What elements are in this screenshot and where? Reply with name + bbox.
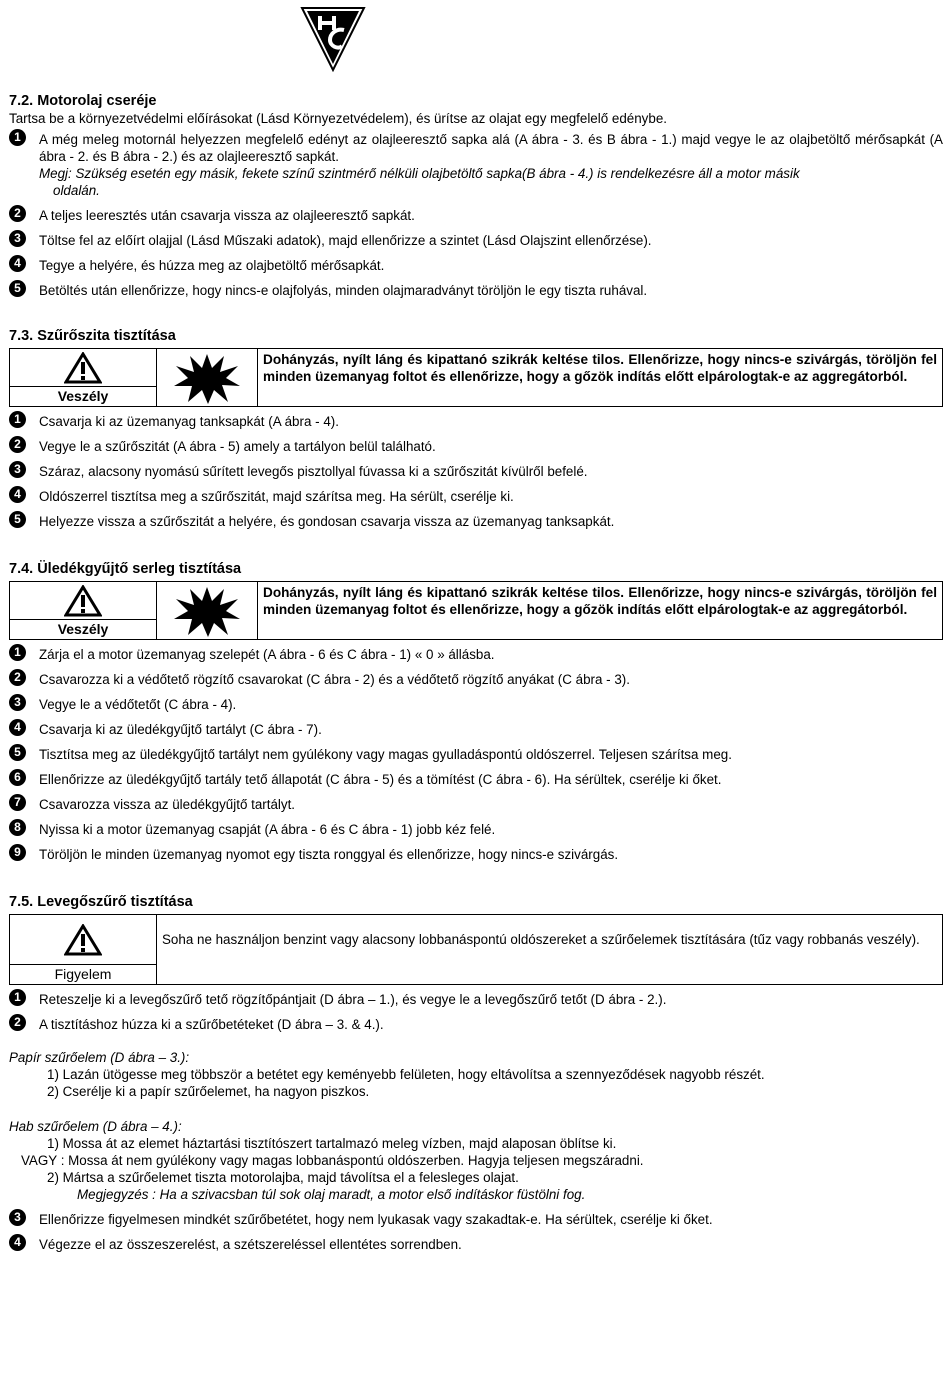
list-item: 2) Mártsa a szűrőelemet tiszta motorolajba, majd távolítsa el a felesleges olajat. — [47, 1170, 519, 1185]
step-3: 3 Töltse fel az előírt olajjal (Lásd Műszaki adatok), majd ellenőrizze a szintet (Lásd Olajszint ellenőrzése). — [9, 232, 943, 249]
step-number: 2 — [9, 205, 26, 222]
step-number: 1 — [9, 129, 26, 146]
foam-element-list — [9, 1135, 943, 1203]
list-item: 1) Mossa át az elemet háztartási tisztítószert tartalmazó meleg vízben, majd alaposan öblítse ki. — [47, 1136, 617, 1151]
warning-box — [9, 581, 943, 640]
step-2: 2 A tisztításhoz húzza ki a szűrőbetéteket (D ábra – 3. & 4.). — [9, 1016, 943, 1033]
company-logo-icon — [300, 6, 366, 72]
warning-label: Veszély — [10, 386, 156, 406]
step-6: 6 Ellenőrizze az üledékgyűjtő tartály tető állapotát (C ábra - 5) és a tömítést (C ábra - 6). Ha sérültek, cserélje ki őket. — [9, 771, 943, 788]
foam-element-title: Hab szűrőelem (D ábra – 4.): — [9, 1119, 182, 1134]
step-number: 5 — [9, 280, 26, 297]
step-number: 8 — [9, 819, 26, 836]
step-number: 1 — [9, 989, 26, 1006]
section-7-5 — [9, 893, 943, 1261]
section-title: 7.4. Üledékgyűjtő serleg tisztítása — [9, 561, 242, 577]
list-item: 1) Lazán ütögesse meg többször a betétet egy keményebb felületen, hogy eltávolítsa a szennyeződések nagyobb részét. — [47, 1067, 765, 1082]
step-2: 2 A teljes leeresztés után csavarja vissza az olajleeresztő sapkát. — [9, 207, 943, 224]
step-1: 1 A még meleg motornál helyezzen megfelelő edényt az olajleeresztő sapka alá (A ábra - 3. és B ábra - 1.) majd vegye le az olajbetöltő mérősapkát (A ábra - 2. és B ábra - 2.) és az olajleeresztő sapkát. — [9, 131, 943, 165]
warning-text: Dohányzás, nyílt láng és kipattanó szikrák keltése tilos. Ellenőrizze, hogy nincs-e szivárgás, töröljön fel minden üzemanyag foltot és ellenőrizze, hogy a gőzök indítás előtt elpárologtak-e az aggregátorból. — [263, 585, 937, 617]
step-1: 1 Zárja el a motor üzemanyag szelepét (A ábra - 6 és C ábra - 1) « 0 » állásba. — [9, 646, 943, 663]
step-9: 9 Töröljön le minden üzemanyag nyomot egy tiszta ronggyal és ellenőrizze, hogy nincs-e szivárgás. — [9, 846, 943, 863]
warning-label: Veszély — [10, 619, 156, 639]
warning-triangle-icon — [10, 349, 156, 386]
section-7-3 — [9, 327, 943, 538]
step-4: 4 Végezze el az összeszerelést, a szétszereléssel ellentétes sorrendben. — [9, 1236, 943, 1253]
step-4: 4 Tegye a helyére, és húzza meg az olajbetöltő mérősapkát. — [9, 257, 943, 274]
step-7: 7 Csavarozza vissza az üledékgyűjtő tartályt. — [9, 796, 943, 813]
caution-label: Figyelem — [10, 964, 156, 984]
warning-triangle-icon — [10, 915, 156, 964]
explosion-icon — [157, 349, 258, 406]
section-7-4 — [9, 560, 943, 871]
step-number: 7 — [9, 794, 26, 811]
paper-element-list — [9, 1066, 943, 1100]
step-number: 6 — [9, 769, 26, 786]
step-1: 1 Reteszelje ki a levegőszűrő tető rögzítőpántjait (D ábra – 1.), és vegye le a levegőszűrő tetőt (D ábra - 2.). — [9, 991, 943, 1008]
step-number: 4 — [9, 255, 26, 272]
step-number: 5 — [9, 511, 26, 528]
step-3: 3 Ellenőrizze figyelmesen mindkét szűrőbetétet, hogy nem lyukasak vagy szakadtak-e. Ha sérültek, cserélje ki őket. — [9, 1211, 943, 1228]
step-4: 4 Csavarja ki az üledékgyűjtő tartályt (C ábra - 7). — [9, 721, 943, 738]
step-2: 2 Csavarozza ki a védőtető rögzítő csavarokat (C ábra - 2) és a védőtető rögzítő anyákat (C ábra - 3). — [9, 671, 943, 688]
section-7-2 — [9, 92, 943, 307]
warning-text: Dohányzás, nyílt láng és kipattanó szikrák keltése tilos. Ellenőrizze, hogy nincs-e szivárgás, töröljön fel minden üzemanyag foltot és ellenőrizze, hogy a gőzök indítás előtt elpárologtak-e az aggregátorból. — [263, 352, 937, 384]
warning-box — [9, 348, 943, 407]
note-text-cont: oldalán. — [53, 183, 100, 198]
step-number: 3 — [9, 461, 26, 478]
step-number: 2 — [9, 1014, 26, 1031]
section-title: 7.5. Levegőszűrő tisztítása — [9, 894, 193, 910]
list-item-or: VAGY : Mossa át nem gyúlékony vagy magas lobbanáspontú oldószerben. Hagyja teljesen megszáradni. — [21, 1153, 644, 1168]
step-number: 3 — [9, 694, 26, 711]
caution-box — [9, 914, 943, 985]
step-number: 1 — [9, 644, 26, 661]
step-number: 2 — [9, 436, 26, 453]
step-5: 5 Helyezze vissza a szűrőszitát a helyére, és gondosan csavarja vissza az üzemanyag tanksapkát. — [9, 513, 943, 530]
step-number: 5 — [9, 744, 26, 761]
step-4: 4 Oldószerrel tisztítsa meg a szűrőszitát, majd szárítsa meg. Ha sérült, cserélje ki. — [9, 488, 943, 505]
step-number: 1 — [9, 411, 26, 428]
step-3: 3 Vegye le a védőtetőt (C ábra - 4). — [9, 696, 943, 713]
step-5: 5 Tisztítsa meg az üledékgyűjtő tartályt nem gyúlékony vagy magas gyulladáspontú oldószerrel. Teljesen szárítsa meg. — [9, 746, 943, 763]
step-2: 2 Vegye le a szűrőszitát (A ábra - 5) amely a tartályon belül található. — [9, 438, 943, 455]
warning-triangle-icon — [10, 582, 156, 619]
list-item: 2) Cserélje ki a papír szűrőelemet, ha nagyon piszkos. — [47, 1084, 370, 1099]
step-number: 4 — [9, 486, 26, 503]
paper-element-title: Papír szűrőelem (D ábra – 3.): — [9, 1050, 190, 1065]
step-number: 3 — [9, 230, 26, 247]
foam-note: Megjegyzés : Ha a szivacsban túl sok olaj maradt, a motor első indításkor füstölni fog. — [77, 1187, 586, 1202]
note-text: Megj: Szükség esetén egy másik, fekete színű szintmérő nélküli olajbetöltő sapka(B ábra - 4.) is rendelkezésre áll a motor másik — [39, 166, 800, 181]
section-title: 7.3. Szűrőszita tisztítása — [9, 328, 176, 344]
step-number: 9 — [9, 844, 26, 861]
caution-text: Soha ne használjon benzint vagy alacsony lobbanáspontú oldószereket a szűrőelemek tisztítására (tűz vagy robbanás veszély). — [162, 932, 920, 947]
step-5: 5 Betöltés után ellenőrizze, hogy nincs-e olajfolyás, minden olajmaradványt töröljön le egy tiszta ruhával. — [9, 282, 943, 299]
step-number: 3 — [9, 1209, 26, 1226]
section-title: 7.2. Motorolaj cseréje — [9, 93, 157, 109]
step-number: 4 — [9, 719, 26, 736]
step-number: 4 — [9, 1234, 26, 1251]
step-8: 8 Nyissa ki a motor üzemanyag csapját (A ábra - 6 és C ábra - 1) jobb kéz felé. — [9, 821, 943, 838]
explosion-icon — [157, 582, 258, 639]
step-1: 1 Csavarja ki az üzemanyag tanksapkát (A ábra - 4). — [9, 413, 943, 430]
intro-text: Tartsa be a környezetvédelmi előírásokat (Lásd Környezetvédelem), és ürítse az olajat egy megfelelő edénybe. — [9, 111, 667, 126]
step-3: 3 Száraz, alacsony nyomású sűrített levegős pisztollyal fúvassa ki a szűrőszitát kívülről befelé. — [9, 463, 943, 480]
step-number: 2 — [9, 669, 26, 686]
